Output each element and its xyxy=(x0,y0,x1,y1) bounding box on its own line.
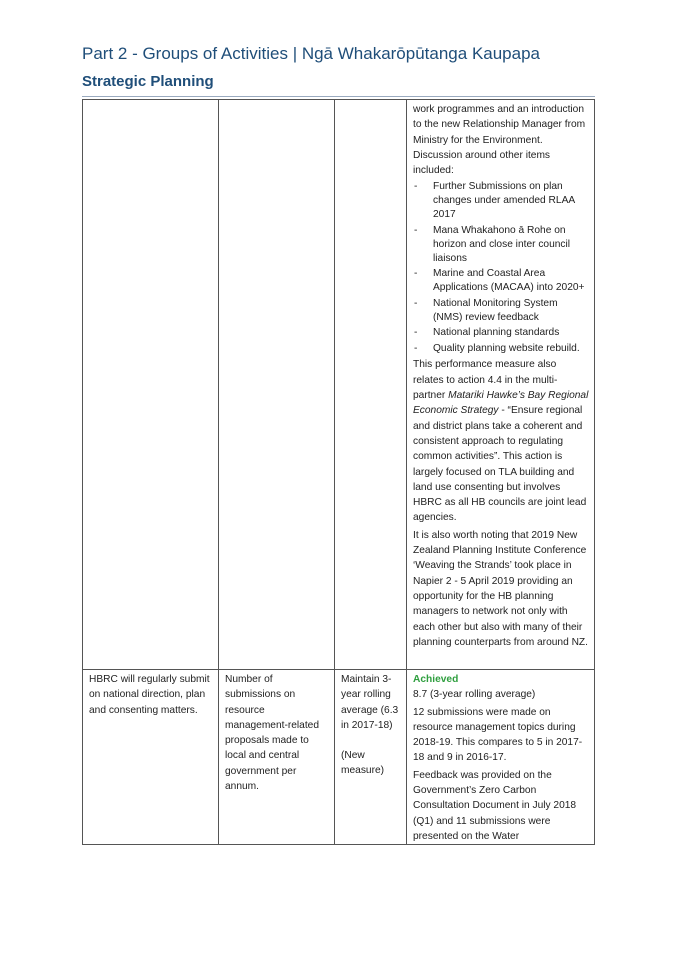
service-cell xyxy=(83,100,219,670)
list-item: - National Monitoring System (NMS) review feedback xyxy=(414,297,558,323)
commentary-paragraph-conference: It is also worth noting that 2019 New Zealand Planning Institute Conference ‘Weaving the Strands’ took place in Napier 2 - 5 April 2019 providing an opportunity for the HB planning managers to network not only with each other but also with many of their planning counterparts from around NZ. xyxy=(413,529,588,648)
section-title: Part 2 - Groups of Activities | Ngā Whakarōpūtanga Kaupapa xyxy=(82,44,541,63)
dash-bullet-icon: - xyxy=(414,224,418,236)
table-row xyxy=(83,100,595,670)
list-item: - National planning standards xyxy=(414,327,560,339)
commentary-paragraph-strategy: This performance measure also relates to action 4.4 in the multi-partner Matariki Hawke’s Bay Regional Economic Strategy - “Ensure regional and district plans take a coherent and consistent approach to regulating common activities”. This action is largely focused on TLA building and land use consenting but involves HBRC as all HB councils are joint lead agencies. xyxy=(413,359,589,524)
commentary-cell xyxy=(407,100,595,670)
dash-bullet-icon: - xyxy=(414,268,418,280)
list-item: - Quality planning website rebuild. xyxy=(414,342,580,354)
dash-bullet-icon: - xyxy=(414,181,418,193)
list-item: - Further Submissions on plan changes under amended RLAA 2017 xyxy=(414,181,575,221)
table-row xyxy=(83,670,595,845)
measure-cell xyxy=(219,100,335,670)
commentary-cell xyxy=(407,670,595,845)
page-title: Strategic Planning xyxy=(82,73,214,90)
status-badge: Achieved xyxy=(413,674,459,685)
measure-cell: Number of submissions on resource management-related proposals made to local and central government per annum. xyxy=(219,670,335,845)
target-cell xyxy=(335,670,407,845)
commentary-intro: work programmes and an introduction to the new Relationship Manager from Ministry for the Environment. Discussion around other items included: xyxy=(413,104,586,177)
dash-bullet-icon: - xyxy=(414,297,418,309)
list-item: - Mana Whakahono ā Rohe on horizon and close inter council liaisons xyxy=(414,224,571,264)
dash-bullet-icon: - xyxy=(414,327,418,339)
target-cell xyxy=(335,100,407,670)
result-feedback: Feedback was provided on the Government’s Zero Carbon Consultation Document in July 2018 (Q1) and 11 submissions were presented on the Water xyxy=(413,769,577,842)
discussion-items-list xyxy=(413,180,589,356)
performance-table xyxy=(82,99,595,845)
target-value: Maintain 3-year rolling average (6.3 in 2017-18) xyxy=(341,674,399,731)
title-divider xyxy=(82,96,595,97)
result-value: 8.7 (3-year rolling average) xyxy=(413,689,536,701)
target-note: (New measure) xyxy=(341,750,385,777)
list-item: - Marine and Coastal Area Applications (MACAA) into 2020+ xyxy=(414,268,585,294)
result-detail: 12 submissions were made on resource management topics during 2018-19. This compares to 5 in 2017-18 and 9 in 2016-17. xyxy=(413,706,583,764)
dash-bullet-icon: - xyxy=(414,342,418,354)
service-cell: HBRC will regularly submit on national direction, plan and consenting matters. xyxy=(83,670,219,845)
